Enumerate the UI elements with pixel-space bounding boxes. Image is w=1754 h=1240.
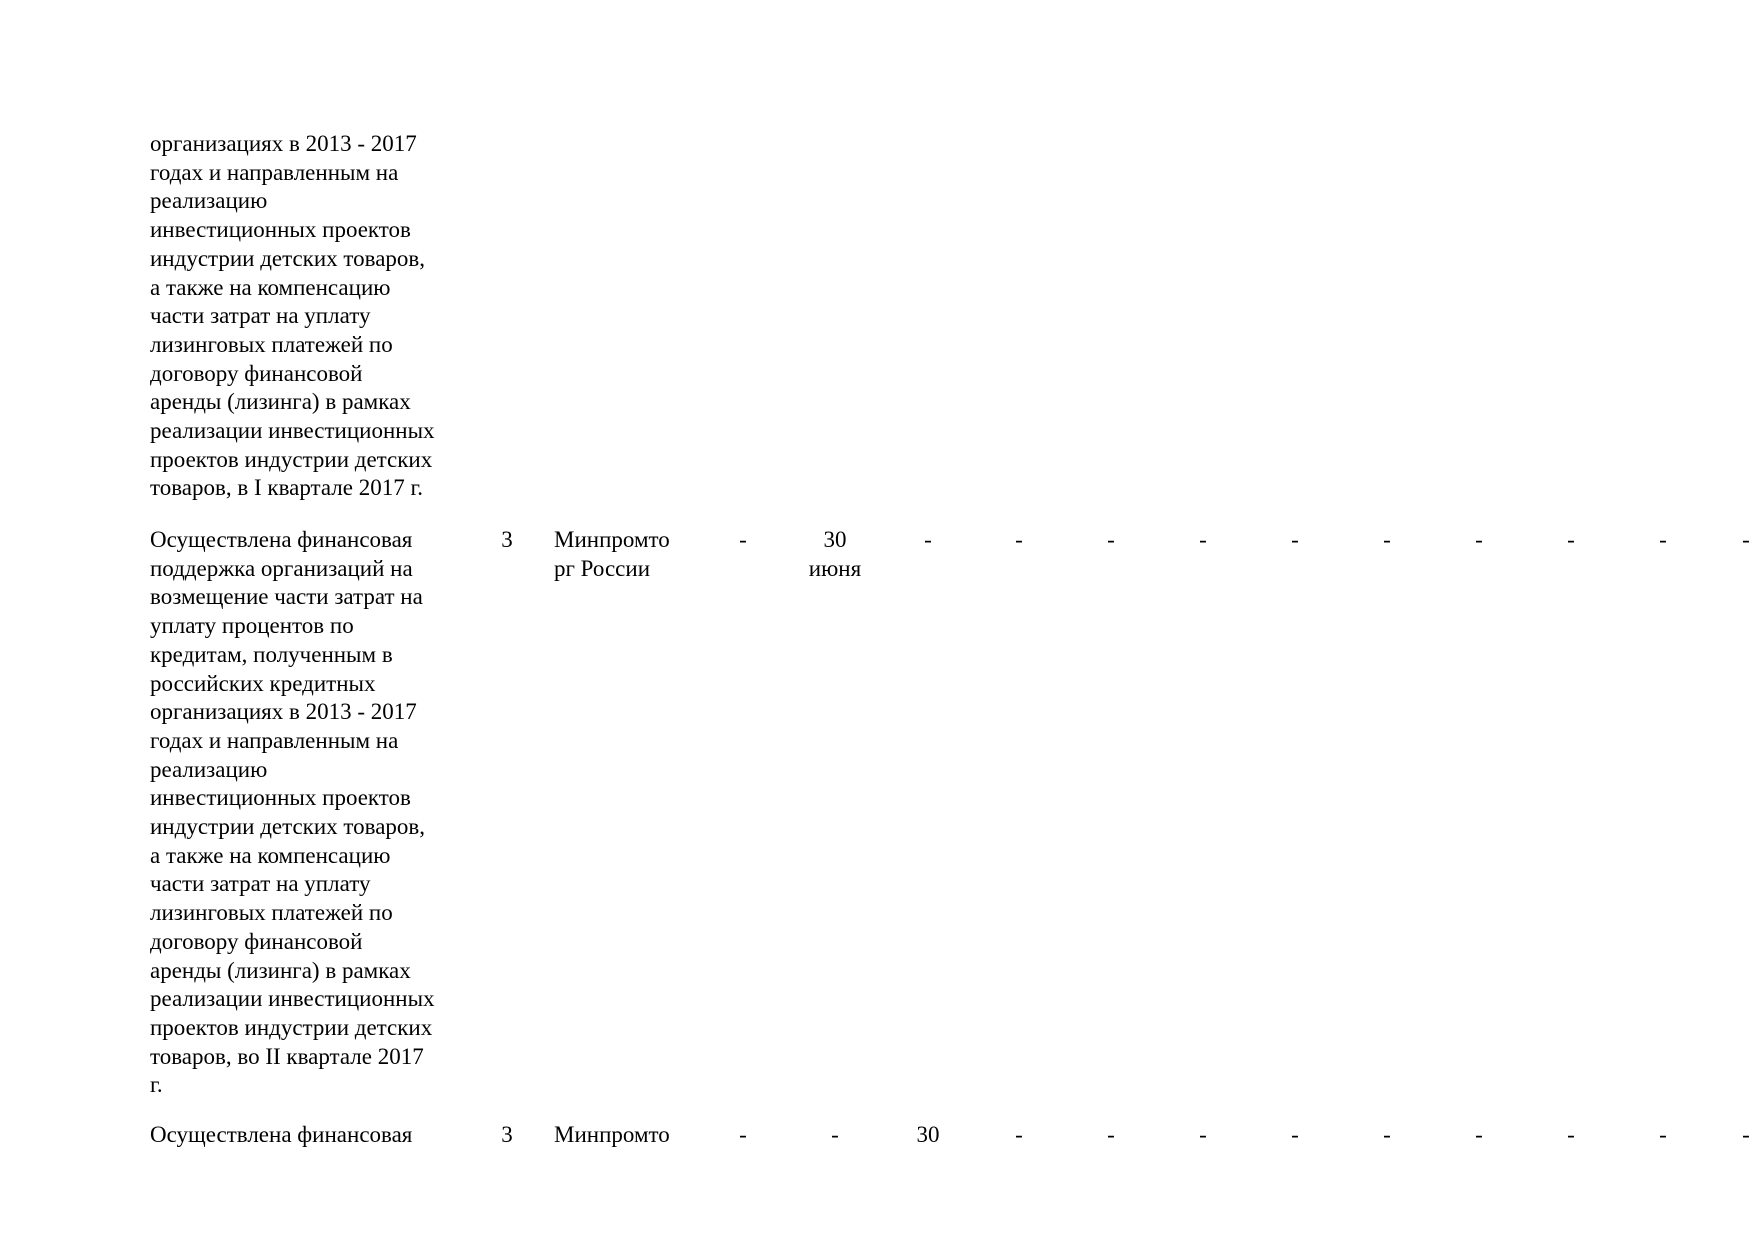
- row-3-period-9: -: [1475, 1122, 1483, 1147]
- row-3-level: 3: [501, 1122, 513, 1147]
- row-2-period-12: -: [1742, 527, 1750, 552]
- row-2-period-8: -: [1383, 527, 1391, 552]
- row-3-period-3: 30: [916, 1122, 940, 1147]
- row-3-period-12: -: [1742, 1122, 1750, 1147]
- row-2-period-1: -: [739, 527, 747, 552]
- row-2-period-5: -: [1107, 527, 1115, 552]
- row-2-period-3: -: [924, 527, 932, 552]
- row-3-period-1: -: [739, 1122, 747, 1147]
- row-3-period-5: -: [1107, 1122, 1115, 1147]
- row-2-period-11: -: [1659, 527, 1667, 552]
- row-2-period-6: -: [1199, 527, 1207, 552]
- row-3-period-7: -: [1291, 1122, 1299, 1147]
- row-2-period-7: -: [1291, 527, 1299, 552]
- row-2-period-9: -: [1475, 527, 1483, 552]
- row-1-description: организациях в 2013 - 2017 годах и направленным на реализацию инвестиционных проектов индустрии детских товаров, а также на компенсацию части затрат на уплату лизинговых платежей по договору финансовой аренды (лизинга) в рамках реализации инвестиционных проектов индустрии детских товаров, в I квартале 2017 г.: [150, 131, 435, 501]
- row-3-responsible: Минпромто: [554, 1122, 670, 1147]
- row-3-period-6: -: [1199, 1122, 1207, 1147]
- row-3-period-2: -: [831, 1122, 839, 1147]
- row-2-period-2: 30 июня: [808, 527, 862, 581]
- row-2-level: 3: [501, 527, 513, 552]
- row-2-responsible: Минпромто рг России: [554, 527, 670, 581]
- row-3-period-11: -: [1659, 1122, 1667, 1147]
- row-3-period-4: -: [1015, 1122, 1023, 1147]
- row-2-period-4: -: [1015, 527, 1023, 552]
- row-3-period-10: -: [1567, 1122, 1575, 1147]
- row-2-description: Осуществлена финансовая поддержка организаций на возмещение части затрат на уплату процентов по кредитам, полученным в российских кредитных организациях в 2013 - 2017 годах и направленным на реализацию инвестиционных проектов индустрии детских товаров, а также на компенсацию части затрат на уплату лизинговых платежей по договору финансовой аренды (лизинга) в рамках реализации инвестиционных проектов индустрии детских товаров, во II квартале 2017 г.: [150, 527, 435, 1098]
- row-3-period-8: -: [1383, 1122, 1391, 1147]
- row-3-description: Осуществлена финансовая: [150, 1122, 413, 1147]
- row-2-period-10: -: [1567, 527, 1575, 552]
